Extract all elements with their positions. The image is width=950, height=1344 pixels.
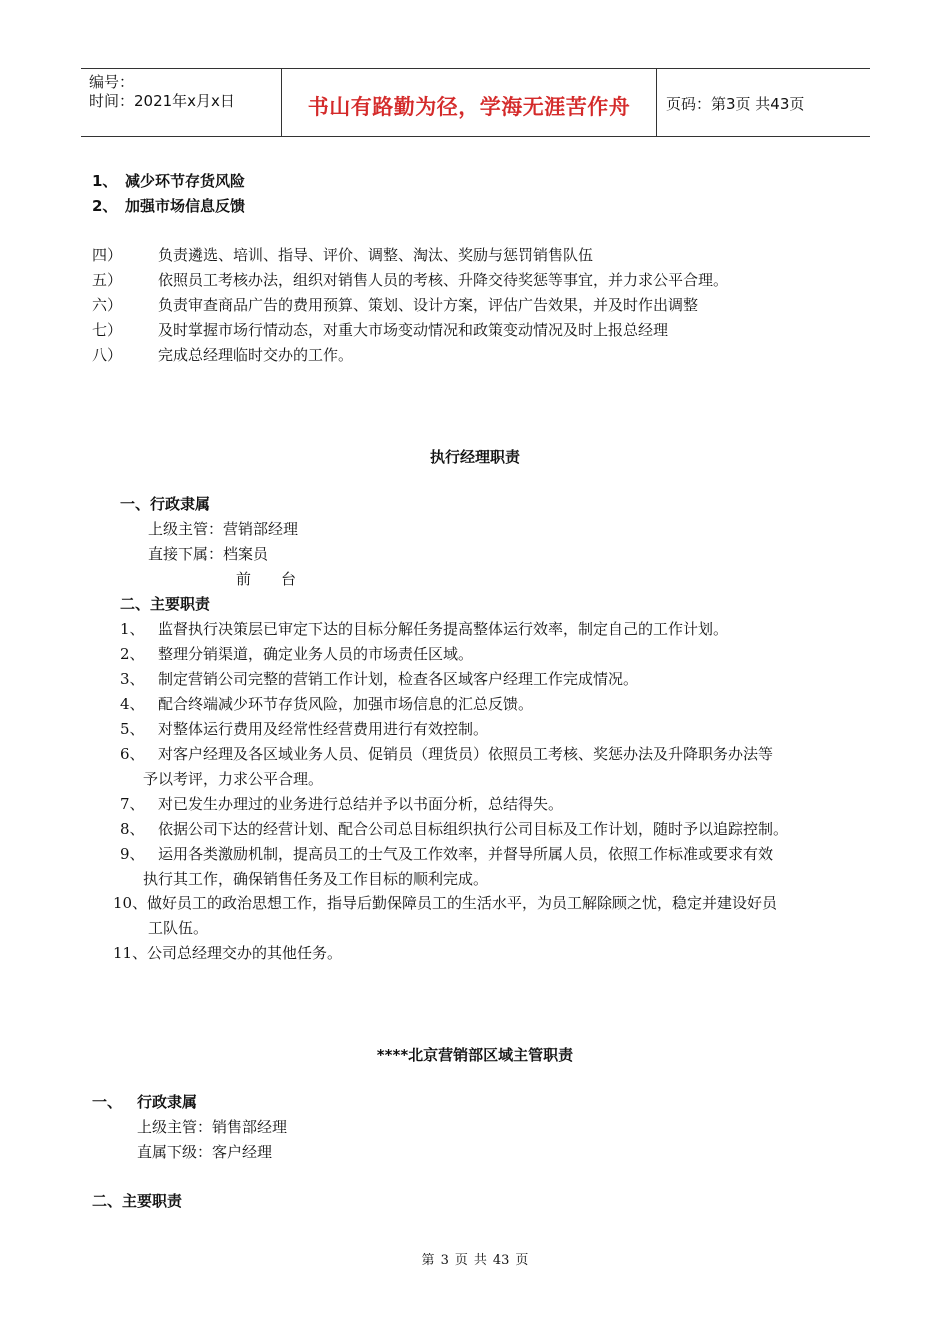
footer-total-word: 共 [473,1253,487,1268]
region-superior: 上级主管：销售部经理 [137,1118,288,1136]
exec-duty-item: 5、 对整体运行费用及经常性经营费用进行有效控制。 [120,720,489,738]
exec-duty-item: 3、 制定营销公司完整的营销工作计划，检查各区域客户经理工作完成情况。 [120,670,639,688]
exec-duty-item: 4、 配合终端减少环节存货风险，加强市场信息的汇总反馈。 [120,695,534,713]
exec-section-title: 执行经理职责 [429,448,520,466]
exec-duty-item: 9、 运用各类激励机制，提高员工的士气及工作效率，并督导所属人员，依照工作标准或要求有效 [120,845,774,863]
header-meta-cell [81,69,281,136]
page-footer [0,1249,950,1268]
duty-item: 八） 完成总经理临时交办的工作。 [92,346,354,364]
header-page-cell [656,69,870,136]
footer-total-num: 43 [492,1253,510,1268]
region-subordinate: 直属下级：客户经理 [137,1143,273,1161]
exec-duty-item: 11、公司总经理交办的其他任务。 [113,944,343,962]
exec-duty-item: 7、 对已发生办理过的业务进行总结并予以书面分析，总结得失。 [120,795,564,813]
exec-duty-item: 1、 监督执行决策层已审定下达的目标分解任务提高整体运行效率，制定自己的工作计划。 [120,620,729,638]
duty-item: 四） 负责遴选、培训、指导、评价、调整、淘汰、奖励与惩罚销售队伍 [92,246,594,264]
exec-subordinate-2: 前 台 [236,570,297,588]
exec-duty-continuation: 执行其工作，确保销售任务及工作目标的顺利完成。 [143,870,489,888]
header-motto-cell [281,69,657,136]
region-section-title: ****北京营销部区域主管职责 [376,1046,574,1064]
region-duties-heading: 二、主要职责 [92,1192,183,1210]
duty-item: 七） 及时掌握市场行情动态，对重大市场变动情况和政策变动情况及时上报总经理 [92,321,669,339]
duty-item: 六） 负责审查商品广告的费用预算、策划、设计方案，评估广告效果，并及时作出调整 [92,296,699,314]
exec-duty-item: 8、 依据公司下达的经营计划、配合公司总目标组织执行公司目标及工作计划，随时予以追踪控制。 [120,820,789,838]
top-point: 2、 加强市场信息反馈 [92,197,246,215]
motto: 书山有路勤为径，学海无涯苦作舟 [307,95,631,119]
exec-duty-item: 10、做好员工的政治思想工作，指导后勤保障员工的生活水平，为员工解除顾之忧，稳定并建设好员 [113,894,778,912]
footer-total-unit: 页 [515,1253,529,1268]
exec-admin-heading: 一、行政隶属 [120,495,211,513]
duty-item: 五） 依照员工考核办法，组织对销售人员的考核、升降交待奖惩等事宜，并力求公平合理。 [92,271,729,289]
page-header-table [81,68,870,137]
footer-page-num: 3 [440,1253,449,1268]
footer-page-unit: 页 [454,1253,468,1268]
top-point: 1、 减少环节存货风险 [92,172,246,190]
page-label: 页码：第3页 共43页 [666,95,805,113]
exec-duties-heading: 二、主要职责 [120,595,211,613]
exec-superior: 上级主管：营销部经理 [148,520,299,538]
time-label: 时间：2021年x月x日 [89,92,235,110]
code-label: 编号： [89,73,135,91]
exec-subordinate: 直接下属：档案员 [148,545,269,563]
exec-duty-item: 2、 整理分销渠道，确定业务人员的市场责任区域。 [120,645,474,663]
region-admin-heading: 一、 行政隶属 [92,1093,198,1111]
footer-page-word: 第 [421,1253,435,1268]
exec-duty-continuation: 予以考评，力求公平合理。 [143,770,324,788]
exec-duty-item: 6、 对客户经理及各区域业务人员、促销员（理货员）依照员工考核、奖惩办法及升降职务办法等 [120,745,774,763]
exec-duty-continuation: 工队伍。 [148,919,209,937]
